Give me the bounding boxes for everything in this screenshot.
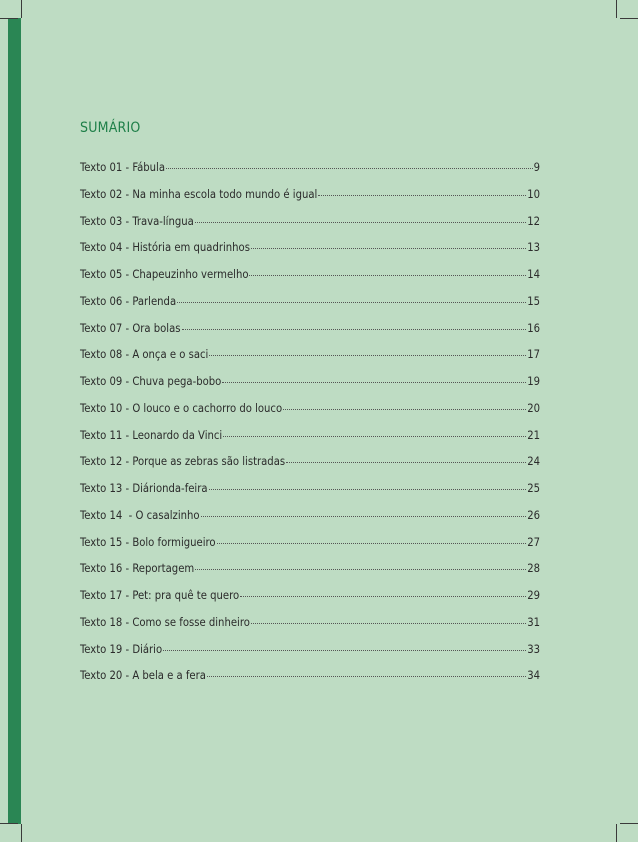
toc-entry-title: Texto 02 - Na minha escola todo mundo é igual — [80, 187, 318, 201]
toc-entry-page-number: 12 — [527, 214, 540, 228]
toc-entry — [80, 562, 540, 589]
toc-entry-title: Texto 17 - Pet: pra quê te quero — [80, 589, 240, 602]
toc-entry — [80, 161, 540, 188]
dot-leader — [195, 568, 526, 570]
crop-mark — [0, 823, 18, 824]
toc-entry-page-number: 10 — [527, 187, 540, 201]
toc-entry-title: Texto 09 - Chuva pega-bobo — [80, 375, 222, 388]
toc-entry-title: Texto 13 - Diárionda-feira — [80, 482, 208, 495]
toc-entry-page-number: 14 — [527, 268, 540, 281]
dot-leader — [318, 194, 526, 196]
toc-entry-title: Texto 08 - A onça e o saci — [80, 348, 209, 362]
toc-entry-page-number: 31 — [527, 615, 540, 629]
dot-leader — [222, 381, 526, 383]
crop-mark — [620, 18, 638, 19]
dot-leader — [209, 488, 527, 490]
toc-entry — [80, 429, 540, 456]
toc-entry-title: Texto 04 - História em quadrinhos — [80, 241, 250, 255]
crop-mark — [616, 0, 617, 18]
toc-entry — [80, 322, 540, 349]
toc-entry-title: Texto 19 - Diário — [80, 642, 163, 656]
toc-entry-page-number: 25 — [527, 482, 540, 495]
dot-leader — [177, 301, 526, 303]
toc-entry-page-number: 28 — [527, 562, 540, 576]
toc-entry — [80, 589, 540, 616]
dot-leader — [286, 461, 526, 463]
toc-entry-page-number: 21 — [527, 428, 540, 442]
toc-entry — [80, 643, 540, 670]
dot-leader — [251, 622, 526, 624]
toc-entry — [80, 375, 540, 402]
toc-entry-page-number: 34 — [527, 669, 540, 683]
toc-entry-title: Texto 20 - A bela e a fera — [80, 669, 206, 683]
toc-entry-title: Texto 05 - Chapeuzinho vermelho — [80, 268, 249, 281]
dot-leader — [251, 247, 526, 249]
dot-leader — [240, 595, 526, 597]
toc-entry-title: Texto 03 - Trava-língua — [80, 214, 194, 228]
table-of-contents — [80, 161, 540, 696]
toc-entry — [80, 669, 540, 696]
crop-mark — [21, 0, 22, 18]
toc-entry — [80, 536, 540, 563]
dot-leader — [195, 221, 526, 223]
dot-leader — [249, 274, 526, 276]
toc-entry — [80, 188, 540, 215]
toc-entry-page-number: 26 — [527, 508, 540, 522]
toc-entry — [80, 509, 540, 536]
dot-leader — [209, 354, 526, 356]
toc-entry-title: Texto 10 - O louco e o cachorro do louco — [80, 401, 283, 415]
toc-entry — [80, 616, 540, 643]
toc-entry-page-number: 15 — [527, 294, 540, 308]
toc-entry-page-number: 29 — [527, 589, 540, 602]
toc-entry-title: Texto 15 - Bolo formigueiro — [80, 535, 216, 549]
toc-entry — [80, 482, 540, 509]
toc-entry — [80, 295, 540, 322]
toc-entry-page-number: 19 — [527, 375, 540, 388]
toc-entry-page-number: 16 — [527, 321, 540, 335]
toc-entry — [80, 348, 540, 375]
dot-leader — [166, 167, 533, 169]
toc-entry-title: Texto 12 - Porque as zebras são listradas — [80, 455, 286, 469]
toc-entry-page-number: 33 — [527, 642, 540, 656]
crop-mark — [620, 823, 638, 824]
toc-entry-page-number: 27 — [527, 535, 540, 549]
toc-entry — [80, 215, 540, 242]
crop-mark — [21, 824, 22, 842]
dot-leader — [223, 435, 526, 437]
toc-entry — [80, 402, 540, 429]
green-spine-bar — [8, 18, 21, 824]
toc-entry-title: Texto 14 - O casalzinho — [80, 508, 200, 522]
toc-entry-page-number: 24 — [527, 455, 540, 469]
toc-entry — [80, 241, 540, 268]
toc-entry-page-number: 9 — [533, 161, 540, 174]
toc-entry-title: Texto 06 - Parlenda — [80, 294, 177, 308]
toc-entry-title: Texto 01 - Fábula — [80, 161, 165, 174]
toc-entry-title: Texto 16 - Reportagem — [80, 562, 195, 576]
toc-entry — [80, 455, 540, 482]
dot-leader — [283, 408, 526, 410]
dot-leader — [182, 328, 527, 330]
toc-entry-page-number: 13 — [527, 241, 540, 255]
dot-leader — [163, 649, 526, 651]
dot-leader — [217, 542, 527, 544]
page-title: SUMÁRIO — [80, 120, 141, 136]
toc-entry-title: Texto 07 - Ora bolas — [80, 321, 181, 335]
toc-entry-title: Texto 18 - Como se fosse dinheiro — [80, 615, 250, 629]
toc-entry-title: Texto 11 - Leonardo da Vinci — [80, 428, 223, 442]
toc-entry-page-number: 17 — [527, 348, 540, 362]
crop-mark — [0, 18, 18, 19]
dot-leader — [207, 675, 526, 677]
toc-entry-page-number: 20 — [527, 401, 540, 415]
crop-mark — [616, 824, 617, 842]
dot-leader — [201, 515, 527, 517]
toc-entry — [80, 268, 540, 295]
